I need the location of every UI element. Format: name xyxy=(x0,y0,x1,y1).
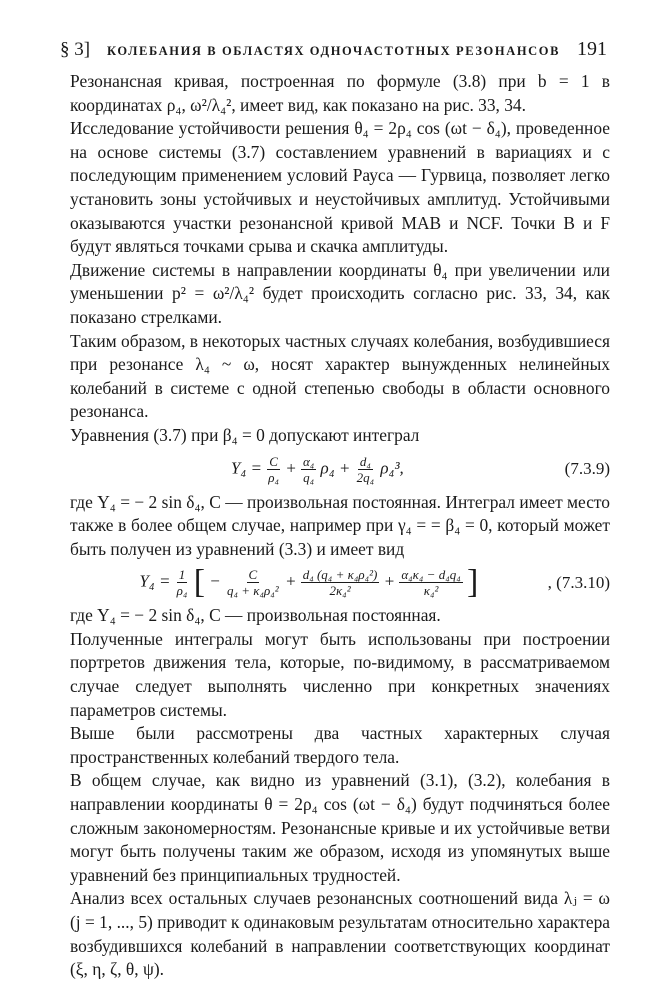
fraction: $\frac{\text{d₄}}{\text{2q₄}}$ xyxy=(356,453,375,485)
paragraph: где Y₄ = − 2 sin δ₄, C — произвольная постоянная. xyxy=(70,605,441,626)
left-bracket: [ xyxy=(193,563,206,601)
paragraph: Резонансная кривая, построенная по формуле (3.8) при b = 1 в координатах ρ₄, ω²/λ₄², имеет вид, как показано на рис. 33, 34. xyxy=(70,71,610,115)
eq-var: ρ₄³, xyxy=(380,457,404,477)
equation-body: Y₄ = $\frac{C}{\text{ρ₄}}$ + $\frac{\text{α₄}}{\text{q₄}}$ ρ₄ + $\frac{\text{d₄}}{\text{2q₄}}$ ρ₄³, xyxy=(230,453,404,485)
fraction: $\frac{1}{\text{ρ₄}}$ xyxy=(176,567,188,599)
chapter-title: КОЛЕБАНИЯ В ОБЛАСТЯХ ОДНОЧАСТОТНЫХ РЕЗОНАНСОВ xyxy=(107,44,561,58)
fraction: $\frac{C}{\text{ρ₄}}$ xyxy=(268,453,279,485)
eq-var: ρ₄ xyxy=(320,457,335,477)
body-text xyxy=(70,70,610,982)
paragraph: Движение системы в направлении координаты θ₄ при увеличении или уменьшении p² = ω²/λ₄² будет происходить согласно рис. 33, 34, как показано стрелками. xyxy=(70,259,610,327)
paragraph: Уравнения (3.7) при β₄ = 0 допускают интеграл xyxy=(70,424,420,445)
equation-7-3-9 xyxy=(70,454,610,485)
fraction: $\frac{\text{α₄κ₄ − d₄q₄}}{\text{κ₄²}}$ xyxy=(401,567,461,599)
right-bracket: ] xyxy=(467,563,479,601)
eq-lhs: Y₄ = xyxy=(139,571,171,591)
equation-number: , (7.3.10) xyxy=(547,572,610,592)
equation-7-3-10 xyxy=(70,563,610,601)
running-header xyxy=(60,38,607,64)
paragraph: Выше были рассмотрены два частных характерных случая пространственных колебаний твердого тела. xyxy=(70,723,610,767)
equation-body: Y₄ = $\frac{1}{\text{ρ₄}}$ [ − $\frac{C}{\text{q₄ + κ₄ρ₄²}}$ + $\frac{\text{d₄ (q₄ + κ₄ρ₄²)}}{\text{2κ₄²}}$ + $\frac{\text{α₄κ₄ − d₄q₄}}{\text{κ₄²}}$ ] xyxy=(139,563,479,601)
paragraph: Таким образом, в некоторых частных случаях колебания, возбудившиеся при резонансе λ₄ ~ ω, носят характер вынужденных нелинейных колебаний в системе с одной степенью свободы в области основного резонанса. xyxy=(70,330,611,422)
paragraph: Исследование устойчивости решения θ₄ = 2ρ₄ cos (ωt − δ₄), проведенное на основе системы (3.7) составлением уравнений в вариациях и с последующим применением условий Рауса — Гурвица, позволяет легко установить зоны устойчивых и неустойчивых амплитуд. Устойчивыми оказываются участки резонансной кривой MAB и NCF. Точки B и F будут являться точками срыва и скачка амплитуды. xyxy=(70,118,610,257)
section-marker: § 3] xyxy=(60,39,91,60)
fraction: $\frac{\text{α₄}}{\text{q₄}}$ xyxy=(302,453,315,485)
equation-number: (7.3.9) xyxy=(564,459,610,479)
fraction: $\frac{C}{\text{q₄ + κ₄ρ₄²}}$ xyxy=(227,567,279,599)
paragraph: В общем случае, как видно из уравнений (3.1), (3.2), колебания в направлении координаты θ = 2ρ₄ cos (ωt − δ₄) будут подчиняться более сложным закономерностям. Резонансные кривые и их устойчивые ветви могут быть получены таким же образом, исходя из упомянутых выше уравнений без принципиальных трудностей. xyxy=(70,770,610,885)
eq-lhs: Y₄ = xyxy=(230,457,262,477)
paragraph: где Y₄ = − 2 sin δ₄, C — произвольная постоянная. Интеграл имеет место также в более общем случае, например при γ₄ = = β₄ = 0, который может быть получен из уравнений (3.3) и имеет вид xyxy=(70,491,610,559)
paragraph: Анализ всех остальных случаев резонансных соотношений вида λⱼ = ω (j = 1, ..., 5) приводит к одинаковым результатам относительно характера возбудившихся колебаний в направлении соответствующих координат (ξ, η, ζ, θ, ψ). xyxy=(70,888,610,980)
paragraph: Полученные интегралы могут быть использованы при построении портретов движения тела, которые, по-видимому, в рассматриваемом случае следует выполнять численно при конкретных значениях параметров системы. xyxy=(70,628,610,720)
page-number: 191 xyxy=(577,38,607,60)
fraction: $\frac{\text{d₄ (q₄ + κ₄ρ₄²)}}{\text{2κ₄²}}$ xyxy=(302,567,378,599)
